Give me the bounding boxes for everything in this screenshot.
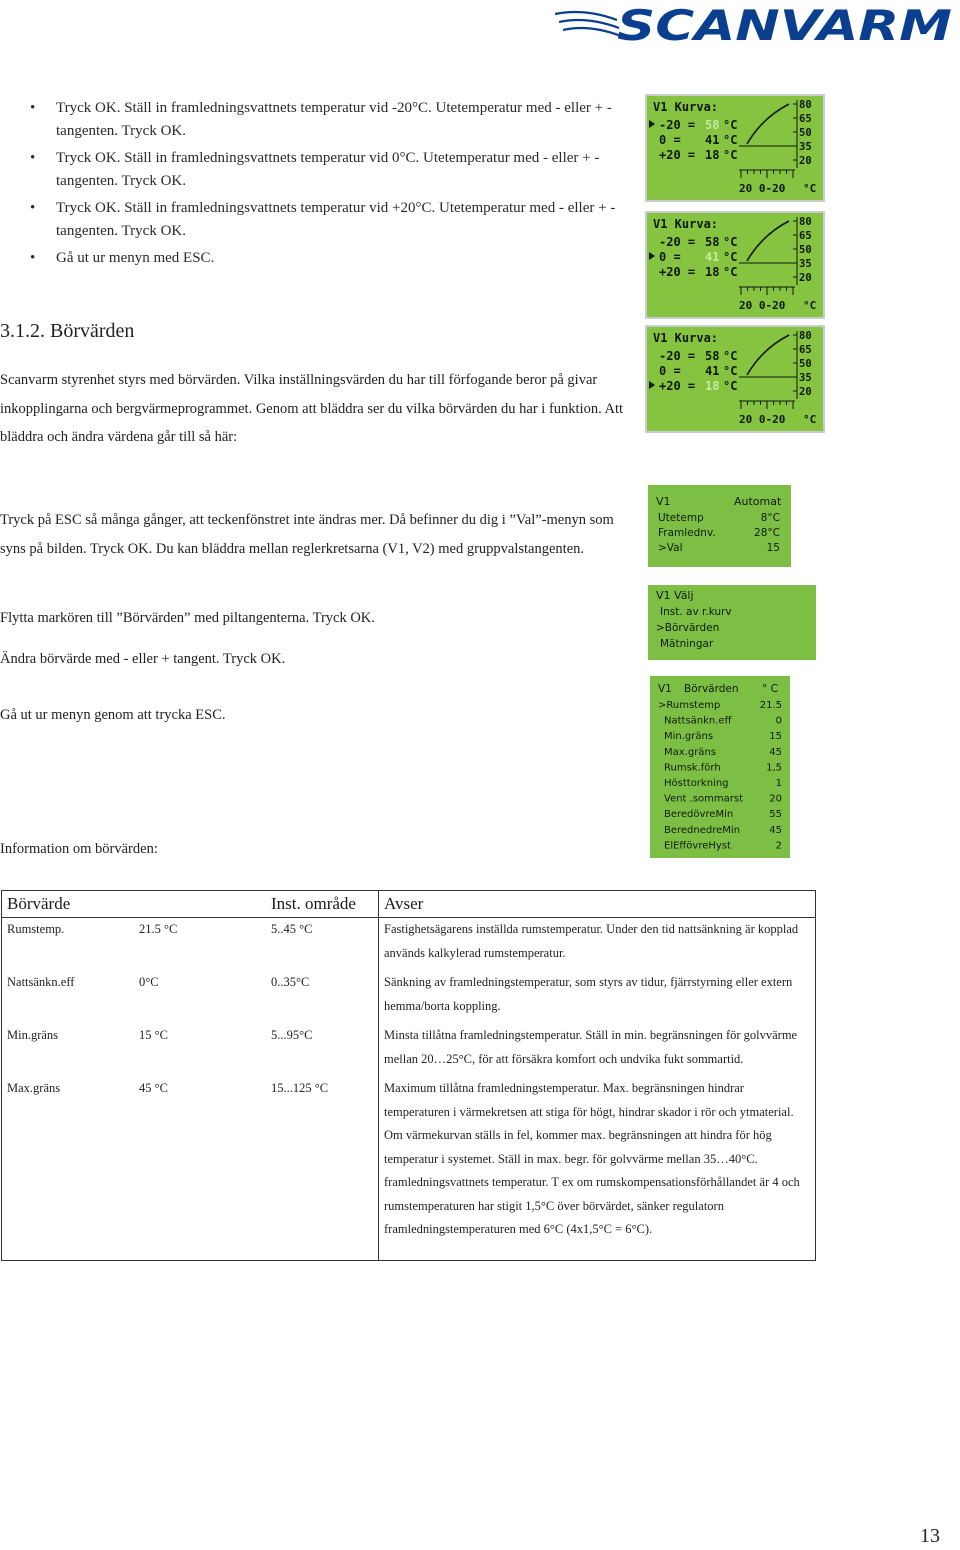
lcd-setpoint-label: Vent .sommarst [664, 793, 744, 805]
lcd-title: V1 Kurva: [653, 100, 719, 114]
page-number: 13 [920, 1525, 940, 1547]
step-paragraph: Tryck på ESC så många gånger, att teckenfönstret inte ändras mer. Då befinner du dig i ”Val”-menyn som syns på bilden. Tryck OK. Du kan bläddra mellan reglerkretsarna (V1, V2) med gruppvalstangenten. [0, 512, 614, 557]
cell-name: Rumstemp. [2, 918, 135, 966]
lcd-setpoint-label: Nattsänkn.eff [664, 715, 732, 727]
lcd-setpoint-value: 15 [769, 731, 782, 743]
lcd-title: V1 Kurva: [653, 331, 719, 345]
lcd-setpoint-label: BerednedreMin [664, 824, 741, 836]
lcd-unit: °C [723, 148, 738, 162]
cell-value: 15 °C [139, 1028, 168, 1042]
lcd-unit: °C [723, 379, 738, 393]
lcd-setpoint-label: Max.gräns [664, 746, 716, 758]
y-tick-label: 80 [799, 99, 812, 111]
lcd-outdoor-temp: +20 = [659, 148, 696, 162]
lcd-menu-item: Mätningar [660, 638, 714, 650]
y-tick-label: 50 [799, 244, 812, 256]
lcd-valj-menu [648, 585, 816, 660]
lcd-curve-panel [645, 94, 825, 202]
lcd-row-value: 8°C [760, 512, 780, 524]
lcd-unit: °C [723, 349, 738, 363]
lcd-setpoint-label: >Rumstemp [658, 700, 721, 711]
lcd-unit: ° C [762, 683, 778, 695]
lcd-setpoint-label: Min.gräns [664, 731, 714, 743]
lcd-row-value: 28°C [754, 527, 780, 539]
cell-description: Fastighetsägarens inställda rumstemperatur. Under den tid nattsänkning är kopplad används kalkylerad rumstemperatur. [379, 918, 816, 966]
y-tick-label: 80 [799, 330, 812, 342]
x-tick-labels: 20 0-20 [739, 182, 786, 195]
lcd-unit: °C [723, 265, 738, 279]
lcd-setpoint-value: 45 [769, 746, 782, 758]
instruction-bullets [30, 97, 620, 274]
lcd-setpoint-label: Rumsk.förh [664, 762, 721, 774]
lcd-flow-temp: 18 [705, 148, 720, 162]
lcd-setpoint-value: 21.5 [759, 700, 782, 711]
bullet-item: • Tryck OK. Ställ in framledningsvattnets temperatur vid +20°C. Utetemperatur med - eller + -tangenten. Tryck OK. [30, 197, 620, 243]
x-unit: °C [803, 413, 817, 426]
lcd-outdoor-temp: 0 = [659, 133, 681, 147]
lcd-title: V1 [656, 495, 671, 508]
lcd-setpoint-value: 0 [775, 715, 782, 727]
bullet-item: • Tryck OK. Ställ in framledningsvattnets temperatur vid -20°C. Utetemperatur med - eller + -tangenten. Tryck OK. [30, 97, 620, 143]
lcd-flow-temp: 58 [705, 118, 720, 132]
y-tick-label: 50 [799, 127, 812, 139]
lcd-flow-temp: 58 [705, 349, 720, 363]
lcd-outdoor-temp: 0 = [659, 364, 681, 378]
lcd-curve-panel [645, 211, 825, 319]
lcd-setpoint-value: 45 [769, 824, 782, 836]
lcd-row-label: >Val [658, 542, 683, 554]
x-tick-labels: 20 0-20 [739, 299, 786, 312]
step-paragraph: Gå ut ur menyn genom att trycka ESC. [0, 707, 226, 723]
cell-value: 45 °C [134, 1071, 266, 1260]
lcd-flow-temp: 41 [705, 133, 720, 147]
lcd-outdoor-temp: -20 = [659, 235, 696, 249]
lcd-flow-temp: 41 [705, 364, 720, 378]
lcd-unit: °C [723, 235, 738, 249]
table-header: Inst. område [266, 891, 379, 918]
table-row [2, 1071, 816, 1260]
y-tick-label: 65 [799, 230, 812, 242]
lcd-flow-temp: 41 [705, 250, 720, 264]
y-tick-label: 65 [799, 344, 812, 356]
lcd-setpoint-value: 1,5 [766, 762, 782, 774]
lcd-outdoor-temp: +20 = [659, 379, 696, 393]
cell-value: 0°C [139, 975, 159, 989]
cell-description: Minsta tillåtna framledningstemperatur. Ställ in min. begränsningen för golvvärme mellan 20…25°C, för att försäkra komfort och undvika fukt sommartid. [379, 1018, 816, 1071]
y-tick-label: 20 [799, 386, 812, 398]
cell-range: 0..35°C [271, 975, 310, 989]
bullet-item: • Gå ut ur menyn med ESC. [30, 247, 620, 270]
section-heading: 3.1.2. Börvärden [0, 320, 135, 342]
borvarden-table [1, 890, 816, 1261]
lcd-setpoint-value: 55 [769, 809, 782, 821]
y-tick-label: 35 [799, 372, 812, 384]
lcd-setpoint-value: 2 [775, 840, 782, 852]
cell-name: Nattsänkn.eff [2, 965, 135, 1018]
cell-description: Sänkning av framledningstemperatur, som styrs av tidur, fjärrstyrning eller extern hemma/borta koppling. [379, 965, 816, 1018]
lcd-flow-temp: 18 [705, 265, 720, 279]
lcd-setpoint-label: BeredövreMin [664, 809, 734, 821]
lcd-setpoint-label: ElEffövreHyst [664, 840, 731, 852]
lcd-curve-panel [645, 325, 825, 433]
lcd-outdoor-temp: 0 = [659, 250, 681, 264]
y-tick-label: 50 [799, 358, 812, 370]
logo-text: SCANVARM [617, 1, 952, 50]
table-header: Avser [379, 891, 816, 918]
step-paragraph: Ändra börvärde med - eller + tangent. Tryck OK. [0, 651, 286, 667]
lcd-menu-item: Inst. av r.kurv [660, 606, 732, 618]
lcd-outdoor-temp: -20 = [659, 118, 696, 132]
lcd-subtitle: Börvärden [684, 683, 739, 695]
bullet-item: • Tryck OK. Ställ in framledningsvattnets temperatur vid 0°C. Utetemperatur med - eller + -tangenten. Tryck OK. [30, 147, 620, 193]
lcd-setpoint-value: 1 [775, 778, 782, 789]
x-unit: °C [803, 299, 817, 312]
lcd-row-value: 15 [766, 542, 780, 554]
lcd-setpoint-value: 20 [769, 793, 782, 805]
lcd-outdoor-temp: +20 = [659, 265, 696, 279]
y-tick-label: 35 [799, 141, 812, 153]
table-header: Börvärde [2, 891, 135, 918]
info-label: Information om börvärden: [0, 841, 158, 857]
lcd-flow-temp: 18 [705, 379, 720, 393]
table-row [2, 965, 816, 1018]
lcd-borvarden-menu [650, 676, 790, 858]
y-tick-label: 65 [799, 113, 812, 125]
lcd-row-label: Framlednv. [658, 527, 716, 539]
lcd-unit: °C [723, 118, 738, 132]
lcd-unit: °C [723, 250, 738, 264]
cell-range: 15...125 °C [266, 1071, 379, 1260]
lcd-flow-temp: 58 [705, 235, 720, 249]
lcd-outdoor-temp: -20 = [659, 349, 696, 363]
y-tick-label: 35 [799, 258, 812, 270]
cell-value: 21.5 °C [139, 922, 178, 936]
table-row [2, 918, 816, 966]
x-unit: °C [803, 182, 817, 195]
lcd-setpoint-label: Hösttorkning [664, 778, 729, 789]
scanvarm-logo [555, 0, 955, 50]
cell-description: Maximum tillåtna framledningstemperatur. Max. begränsningen hindrar temperaturen i värmekretsen att stiga för högt, hindrar skador i rör och ytmaterial. Om värmekurvan ställs in fel, kommer max. begränsningen att hindra för hög temperatur i systemet. Ställ in max. begr. för golvvärme mellan 35…40°C. framledningsvattnets temperatur. T ex om rumskompensationsförhållandet är 4 och rumstemperaturen har stigit 1,5°C över börvärdet, sänker regulatorn framledningstemperaturen med 6°C (4x1,5°C = 6°C). [379, 1071, 816, 1260]
intro-paragraph: Scanvarm styrenhet styrs med börvärden. Vilka inställningsvärden du har till förfogande beror på givar inkopplingarna och bergvärmeprogrammet. Genom att bläddra ser du vilka börvärden du har i funktion. Att bläddra och ändra värdena går till så här: [0, 372, 624, 445]
lcd-title: V1 Välj [656, 589, 694, 602]
x-tick-labels: 20 0-20 [739, 413, 786, 426]
cell-name: Min.gräns [2, 1018, 135, 1071]
table-row [2, 1018, 816, 1071]
table-header [134, 891, 266, 918]
cell-range: 5..45 °C [271, 922, 313, 936]
lcd-mode: Automat [734, 495, 782, 508]
lcd-title: V1 [658, 683, 672, 695]
y-tick-label: 20 [799, 272, 812, 284]
lcd-row-label: Utetemp [658, 512, 704, 524]
lcd-unit: °C [723, 133, 738, 147]
lcd-menu-item: >Börvärden [656, 622, 720, 634]
cell-name: Max.gräns [2, 1071, 135, 1260]
lcd-unit: °C [723, 364, 738, 378]
cell-range: 5...95°C [271, 1028, 313, 1042]
y-tick-label: 20 [799, 155, 812, 167]
lcd-val-menu [648, 485, 791, 567]
lcd-title: V1 Kurva: [653, 217, 719, 231]
y-tick-label: 80 [799, 216, 812, 228]
step-paragraph: Flytta markören till ”Börvärden” med piltangenterna. Tryck OK. [0, 610, 375, 626]
